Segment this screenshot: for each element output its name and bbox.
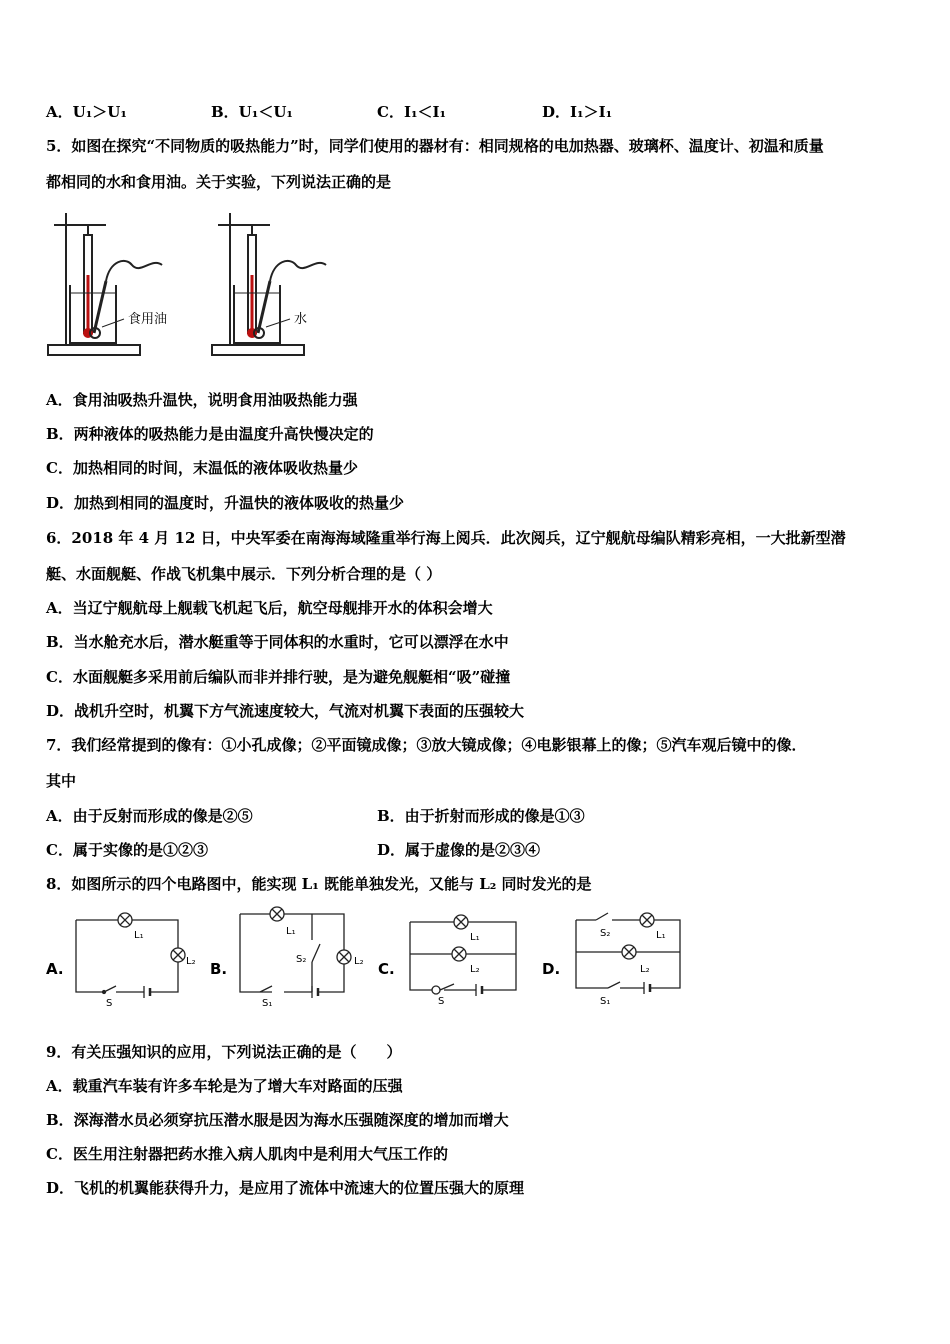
- q4-option-a: A．U₁＞U₁: [46, 103, 127, 121]
- circuit-c-l2: L₂: [470, 964, 480, 975]
- circuit-b-l2: L₂: [354, 956, 364, 967]
- q8-stem: 8．如图所示的四个电路图中，能实现 L₁ 既能单独发光，又能与 L₂ 同时发光的是: [46, 875, 592, 893]
- q5-option-b: B．两种液体的吸热能力是由温度升高快慢决定的: [46, 425, 374, 443]
- circuit-a-l1: L₁: [134, 930, 144, 941]
- q6-stem-line1: 6．2018 年 4 月 12 日，中央军委在南海海域隆重举行海上阅兵．此次阅兵，辽宁舰航母编队精彩亮相，一大批新型潜: [46, 529, 846, 547]
- q6-option-a: A．当辽宁舰航母上舰载飞机起飞后，航空母舰排开水的体积会增大: [46, 599, 493, 617]
- circuit-a-l2: L₂: [186, 956, 196, 967]
- q7-option-c: C．属于实像的是①②③: [46, 841, 208, 859]
- circuit-c-s: S: [438, 996, 445, 1007]
- q7-option-a: A．由于反射而形成的像是②⑤: [46, 807, 253, 825]
- q5-option-c: C．加热相同的时间，末温低的液体吸收热量少: [46, 459, 358, 477]
- q4-option-c: C．I₁＜I₁: [377, 103, 447, 121]
- water-apparatus: [212, 213, 326, 355]
- circuit-a: [76, 913, 185, 998]
- q7-option-d: D．属于虚像的是②③④: [377, 841, 541, 859]
- q8-circuit-figures: [40, 900, 700, 1010]
- circuit-d-l1: L₁: [656, 930, 666, 941]
- circuit-c-l1: L₁: [470, 932, 480, 943]
- circuit-a-s: S: [106, 998, 113, 1009]
- q5-stem-line1: 5．如图在探究“不同物质的吸热能力”时，同学们使用的器材有：相同规格的电加热器、玻璃杯、温度计、初温和质量: [46, 137, 824, 155]
- q5-option-d: D．加热到相同的温度时，升温快的液体吸收的热量少: [46, 494, 405, 512]
- q7-stem-line1: 7．我们经常提到的像有：①小孔成像；②平面镜成像；③放大镜成像；④电影银幕上的像；⑤汽车观后镜中的像．: [46, 736, 807, 754]
- circuit-a-label: A.: [46, 960, 64, 978]
- q9-option-c: C．医生用注射器把药水推入病人肌肉中是利用大气压工作的: [46, 1145, 448, 1163]
- circuit-b-s1: S₁: [262, 998, 273, 1009]
- circuit-d-s2: S₂: [600, 928, 611, 939]
- circuit-b-l1: L₁: [286, 926, 296, 937]
- circuit-b: [240, 907, 351, 998]
- circuit-b-label: B.: [210, 960, 228, 978]
- circuit-d-l2: L₂: [640, 964, 650, 975]
- circuit-c: [410, 915, 516, 996]
- q7-stem-line2: 其中: [46, 772, 77, 790]
- circuit-d-s1: S₁: [600, 996, 611, 1007]
- water-label: 水: [294, 312, 308, 327]
- q4-option-d: D．I₁＞I₁: [542, 103, 613, 121]
- circuit-c-label: C.: [378, 960, 395, 978]
- q7-option-b: B．由于折射而形成的像是①③: [377, 807, 585, 825]
- circuit-d-label: D.: [542, 960, 561, 978]
- q5-apparatus-figure: [44, 205, 344, 365]
- q6-option-b: B．当水舱充水后，潜水艇重等于同体积的水重时，它可以漂浮在水中: [46, 633, 509, 651]
- oil-apparatus: [48, 213, 162, 355]
- q9-option-b: B．深海潜水员必须穿抗压潜水服是因为海水压强随深度的增加而增大: [46, 1111, 509, 1129]
- oil-label: 食用油: [128, 312, 168, 327]
- q9-option-a: A．载重汽车装有许多车轮是为了增大车对路面的压强: [46, 1077, 403, 1095]
- q4-option-b: B．U₁＜U₁: [211, 103, 293, 121]
- q5-option-a: A．食用油吸热升温快，说明食用油吸热能力强: [46, 391, 358, 409]
- q9-stem: 9．有关压强知识的应用，下列说法正确的是（ ）: [46, 1043, 402, 1061]
- circuit-b-s2: S₂: [296, 954, 307, 965]
- q6-stem-line2: 艇、水面舰艇、作战飞机集中展示．下列分析合理的是（ ）: [46, 565, 442, 583]
- q5-stem-line2: 都相同的水和食用油。关于实验，下列说法正确的是: [46, 173, 392, 191]
- q6-option-d: D．战机升空时，机翼下方气流速度较大，气流对机翼下表面的压强较大: [46, 702, 525, 720]
- circuit-d: [576, 913, 680, 994]
- q9-option-d: D．飞机的机翼能获得升力，是应用了流体中流速大的位置压强大的原理: [46, 1179, 525, 1197]
- q6-option-c: C．水面舰艇多采用前后编队而非并排行驶，是为避免舰艇相“吸”碰撞: [46, 668, 511, 686]
